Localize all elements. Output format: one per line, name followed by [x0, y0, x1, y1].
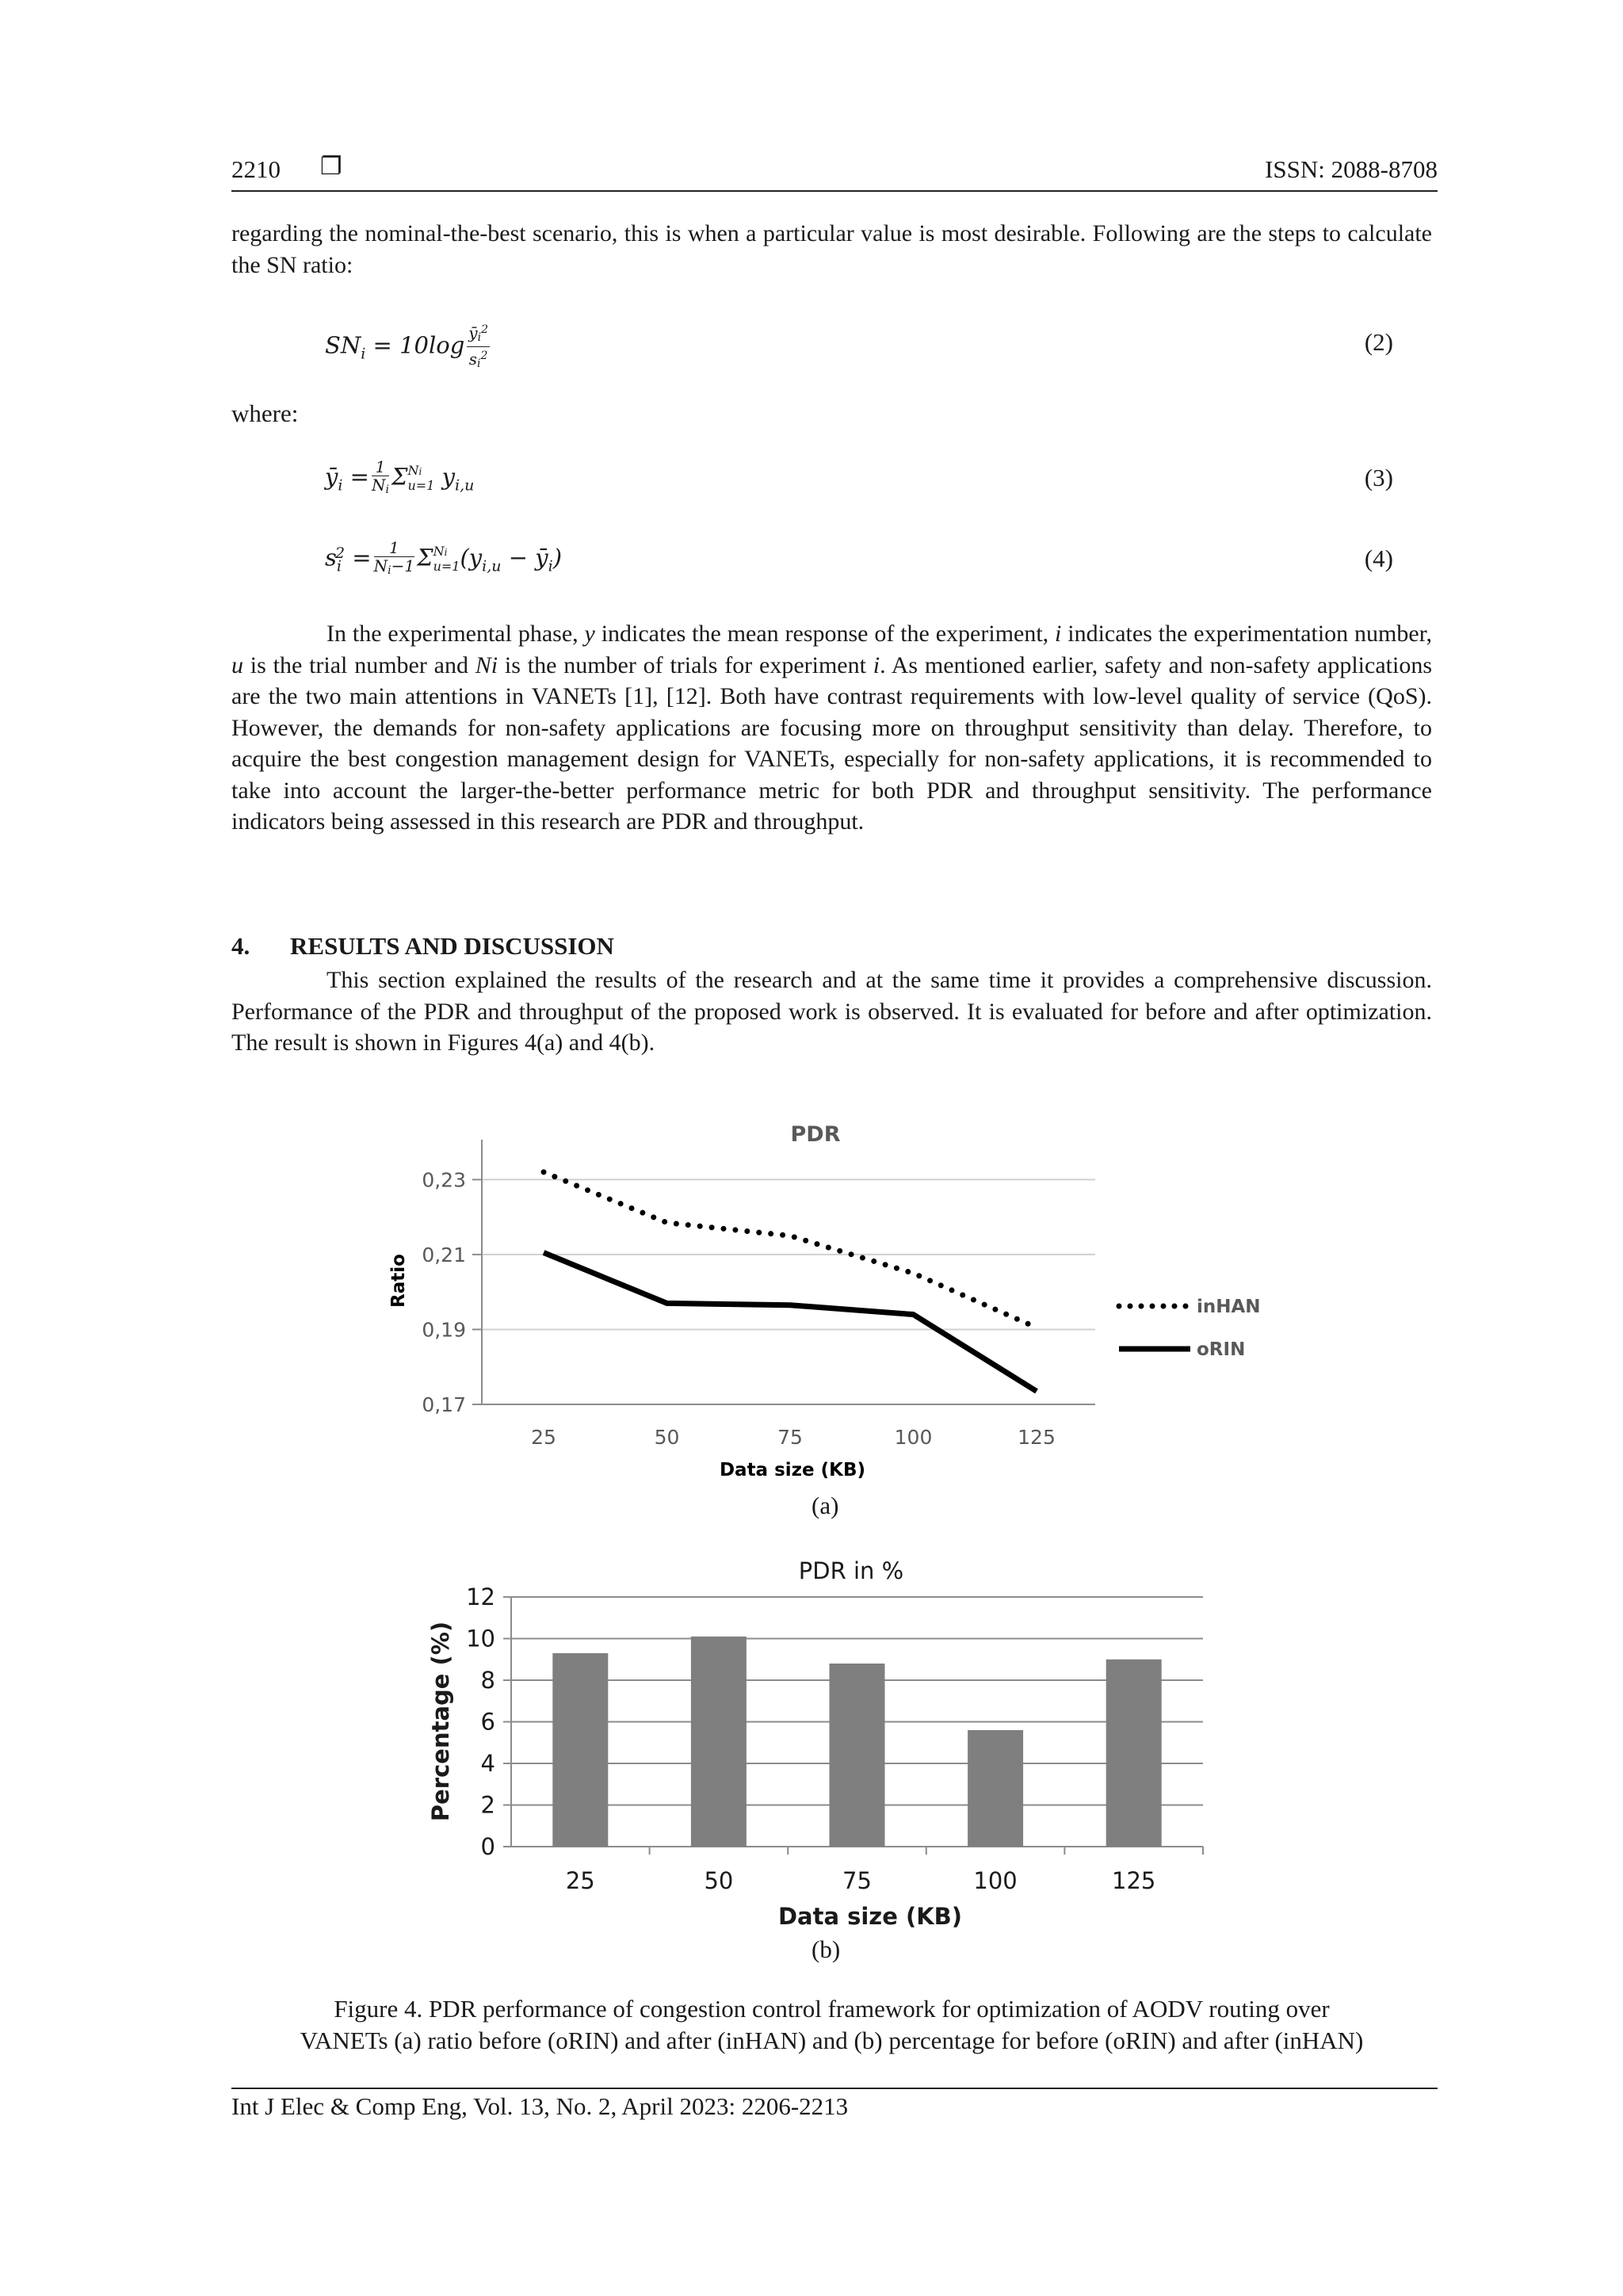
caption-line-1: Figure 4. PDR performance of congestion control framework for optimization of AODV routing over — [334, 1995, 1330, 2023]
experimental-text-4: is the trial number and — [243, 651, 475, 678]
section-paragraph: This section explained the results of the research and at the same time it provides a comprehensive discussion. Performance of the PDR and throughput of the proposed work is observed. It is evaluated for before and after optimization. The result is shown in Figures 4(a) and 4(b). — [231, 967, 1432, 1056]
chart-a-series-line-oRIN — [544, 1253, 1037, 1392]
chart-a-y-tick-label: 0,21 — [422, 1243, 466, 1266]
var-y: y — [584, 621, 595, 647]
chart-a-legend-label-inHAN: inHAN — [1197, 1297, 1261, 1317]
chart-b-bar-50 — [691, 1637, 747, 1847]
header-square-icon: ❐ — [320, 152, 342, 181]
chart-b-y-tick-label: 12 — [466, 1584, 495, 1610]
chart-b-y-tick-label: 10 — [466, 1625, 495, 1652]
experimental-text-1: In the experimental phase, — [327, 621, 585, 647]
experimental-text-3: indicates the experimentation number, — [1061, 621, 1432, 647]
chart-b-y-tick-label: 8 — [480, 1667, 495, 1694]
chart-a-x-tick-label: 125 — [1018, 1426, 1056, 1449]
where-label: where: — [231, 399, 299, 427]
equation-4-number: (4) — [1364, 544, 1393, 572]
chart-a-y-tick-label: 0,17 — [422, 1393, 466, 1416]
issn: ISSN: 2088-8708 — [1265, 155, 1438, 183]
experimental-text-2: indicates the mean response of the experiment, — [594, 621, 1056, 647]
var-ni: Ni — [475, 651, 498, 678]
intro-paragraph: regarding the nominal-the-best scenario, this is when a particular value is most desirable. Following are the steps to calculate the SN ratio: — [231, 220, 1432, 278]
section-title: RESULTS AND DISCUSSION — [290, 932, 614, 960]
chart-b-y-tick-label: 0 — [480, 1833, 495, 1860]
chart-b-y-tick-label: 4 — [480, 1750, 495, 1777]
chart-a-sublabel: (a) — [812, 1492, 839, 1519]
chart-b-bar-25 — [552, 1653, 608, 1847]
chart-a-x-axis-label: Data size (KB) — [719, 1460, 866, 1480]
page-number: 2210 — [231, 155, 281, 183]
var-i: i — [1055, 621, 1062, 647]
chart-b-x-tick-label: 125 — [1112, 1867, 1156, 1894]
pdr-percentage-bar-chart — [0, 1538, 1623, 1950]
experimental-text-6: . As mentioned earlier, safety and non-safety applications are the two main attentions in VANETs [1], [12]. Both have contrast requirements with low-level quality of service (QoS). However, the demands for non-safety applications are focusing more on throughput sensitivity than delay. Therefore, to acquire the best congestion management design for VANETs, especially for non-safety applications, it is recommended to take into account the larger-the-better performance metric for both PDR and throughput sensitivity. The performance indicators being assessed in this research are PDR and throughput. — [231, 651, 1432, 835]
footer-text: Int J Elec & Comp Eng, Vol. 13, No. 2, April 2023: 2206-2213 — [231, 2092, 849, 2120]
chart-a-title: PDR — [790, 1122, 841, 1147]
equation-4: $s_i^2$ = $\frac{1}{Ni-1}$ Σ Ni u=1 ($y_{i,u}$ − $ȳ_i$) — [325, 538, 563, 577]
chart-a-y-tick-label: 0,23 — [422, 1168, 466, 1192]
figure-caption — [231, 1993, 1432, 2057]
chart-a-x-tick-label: 25 — [531, 1426, 556, 1449]
equation-3: $ȳ_i$ = $\frac{1}{Ni}$ Σ Ni u=1 $y_{i,u}$ — [325, 457, 475, 496]
equation-2: $SN_i = 10\log$ $\frac{ȳ_i^2}{si^2}$ — [325, 321, 492, 372]
caption-line-2: VANETs (a) ratio before (oRIN) and after (inHAN) and (b) percentage for before (oRIN) and after (inHAN) — [300, 2027, 1364, 2054]
chart-b-sublabel: (b) — [812, 1935, 841, 1963]
chart-a-y-axis-label: Ratio — [388, 1254, 409, 1308]
chart-b-bar-100 — [968, 1730, 1023, 1847]
chart-b-x-tick-label: 100 — [973, 1867, 1018, 1894]
var-i-2: i — [873, 651, 880, 678]
chart-b-x-axis-label: Data size (KB) — [777, 1903, 963, 1930]
experimental-paragraph — [231, 618, 1432, 838]
equation-3-number: (3) — [1364, 464, 1393, 491]
chart-b-bar-125 — [1106, 1660, 1162, 1847]
chart-b-title: PDR in % — [798, 1557, 904, 1584]
chart-b-y-tick-label: 6 — [480, 1708, 495, 1736]
chart-a-legend-label-oRIN: oRIN — [1197, 1339, 1246, 1360]
chart-b-x-tick-label: 25 — [565, 1867, 595, 1894]
chart-b-x-tick-label: 75 — [842, 1867, 872, 1894]
experimental-text-5: is the number of trials for experiment — [498, 651, 873, 678]
chart-a-x-tick-label: 50 — [654, 1426, 680, 1449]
var-u: u — [231, 651, 243, 678]
footer-rule — [231, 2088, 1438, 2089]
chart-a-x-tick-label: 100 — [894, 1426, 933, 1449]
chart-b-y-tick-label: 2 — [480, 1791, 495, 1819]
header-rule — [231, 190, 1438, 192]
chart-b-x-tick-label: 50 — [704, 1867, 734, 1894]
chart-b-bar-75 — [830, 1664, 885, 1847]
chart-a-x-tick-label: 75 — [777, 1426, 803, 1449]
equation-2-number: (2) — [1364, 328, 1393, 356]
section-number: 4. — [231, 932, 250, 960]
pdr-line-chart — [0, 1094, 1623, 1522]
chart-a-y-tick-label: 0,19 — [422, 1318, 466, 1342]
chart-b-y-axis-label: Percentage (%) — [427, 1621, 454, 1822]
